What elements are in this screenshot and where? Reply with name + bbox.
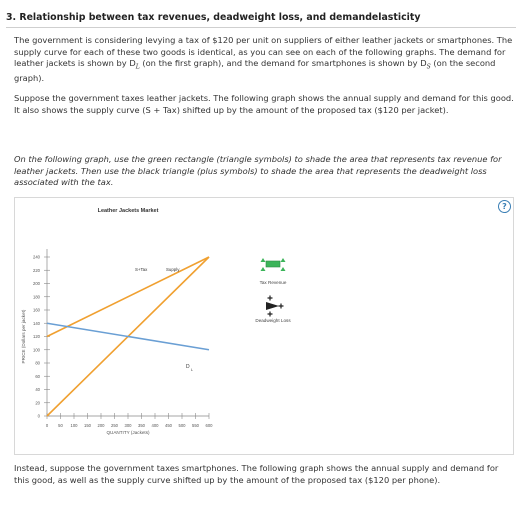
intro-paragraph: The government is considering levying a tax of $120 per unit on suppliers of either leather jackets or smartphones. The supply curve for each of these two goods is identical, as you can see on each of the following graphs. The demand for leather jackets is shown by $D_L$ (on the first graph), and the demand for smartphones is shown by $D_S$ (on the second graph). bbox=[14, 35, 513, 84]
y-tick-label: 160 bbox=[33, 307, 40, 313]
x-tick-label: 350 bbox=[138, 423, 145, 428]
x-tick-label: 150 bbox=[84, 423, 91, 428]
triangle-marker-icon bbox=[281, 267, 286, 271]
x-tick-label: 0 bbox=[45, 423, 49, 428]
triangle-marker-icon bbox=[261, 258, 266, 262]
y-tick-label: 120 bbox=[33, 334, 40, 340]
x-tick-label: 500 bbox=[178, 423, 186, 428]
smartphone-paragraph: Instead, suppose the government taxes smartphones. The following graph shows the annual supply and demand for this good, as well as the supply curve shifted up by the amount of the proposed tax ($120 per phone). bbox=[14, 463, 499, 485]
x-tick-label: 300 bbox=[124, 423, 132, 428]
y-tick-label: 40 bbox=[35, 387, 40, 393]
chart-title: Leather Jackets Market bbox=[97, 208, 159, 214]
help-icon[interactable]: ? bbox=[498, 200, 511, 213]
y-tick-label: 0 bbox=[37, 413, 40, 419]
triangle-marker-icon bbox=[281, 258, 286, 262]
series-label-demand: D bbox=[186, 364, 190, 370]
x-tick-label: 550 bbox=[192, 423, 199, 428]
y-axis-label: PRICE (Dollars per jacket) bbox=[21, 309, 26, 364]
series-label-s-tax: S+Tax bbox=[135, 267, 148, 272]
x-tick-label: 400 bbox=[151, 423, 159, 428]
x-tick-label: 200 bbox=[97, 423, 105, 428]
y-tick-label: 180 bbox=[33, 294, 40, 300]
plus-marker-icon bbox=[268, 296, 273, 301]
series-label-demand-sub: L bbox=[191, 368, 193, 372]
legend-tax-revenue: Tax Revenue bbox=[259, 280, 287, 285]
y-tick-label: 80 bbox=[35, 360, 40, 366]
y-tick-label: 20 bbox=[35, 400, 40, 406]
green-rectangle-triangle-icon bbox=[266, 261, 280, 267]
y-tick-label: 100 bbox=[33, 347, 40, 353]
x-tick-label: 450 bbox=[165, 423, 172, 428]
series-line-s-tax bbox=[47, 257, 209, 337]
x-axis-label: QUANTITY (Jackets) bbox=[106, 430, 150, 435]
scenario-paragraph: Suppose the government taxes leather jackets. The following graph shows the annual supply and demand for this good. It also shows the supply curve (S + Tax) shifted up by the amount of the proposed tax ($120 per jacket). bbox=[14, 93, 514, 115]
leather-jackets-chart[interactable] bbox=[15, 198, 511, 452]
instruction-paragraph: On the following graph, use the green rectangle (triangle symbols) to shade the area that represents tax revenue for leather jackets. Then use the black triangle (plus symbols) to shade the area that represents the deadweight loss associated with the tax. bbox=[14, 154, 502, 188]
series-label-supply: Supply bbox=[166, 267, 180, 272]
x-tick-label: 250 bbox=[111, 423, 118, 428]
triangle-marker-icon bbox=[261, 267, 266, 271]
y-tick-label: 220 bbox=[33, 267, 40, 273]
y-tick-label: 60 bbox=[35, 373, 40, 379]
y-tick-label: 140 bbox=[33, 320, 40, 326]
x-tick-label: 100 bbox=[70, 423, 78, 428]
series-line-d bbox=[47, 323, 209, 350]
question-title: 3. Relationship between tax revenues, deadweight loss, and demandelasticity bbox=[6, 12, 516, 28]
legend-deadweight-loss: Deadweight Loss bbox=[255, 318, 291, 323]
black-triangle-plus-icon bbox=[266, 302, 279, 310]
y-tick-label: 200 bbox=[33, 281, 40, 287]
plus-marker-icon bbox=[279, 304, 284, 309]
x-tick-label: 600 bbox=[205, 423, 213, 428]
x-tick-label: 50 bbox=[58, 423, 63, 428]
plus-marker-icon bbox=[268, 312, 273, 317]
y-tick-label: 240 bbox=[33, 254, 40, 260]
